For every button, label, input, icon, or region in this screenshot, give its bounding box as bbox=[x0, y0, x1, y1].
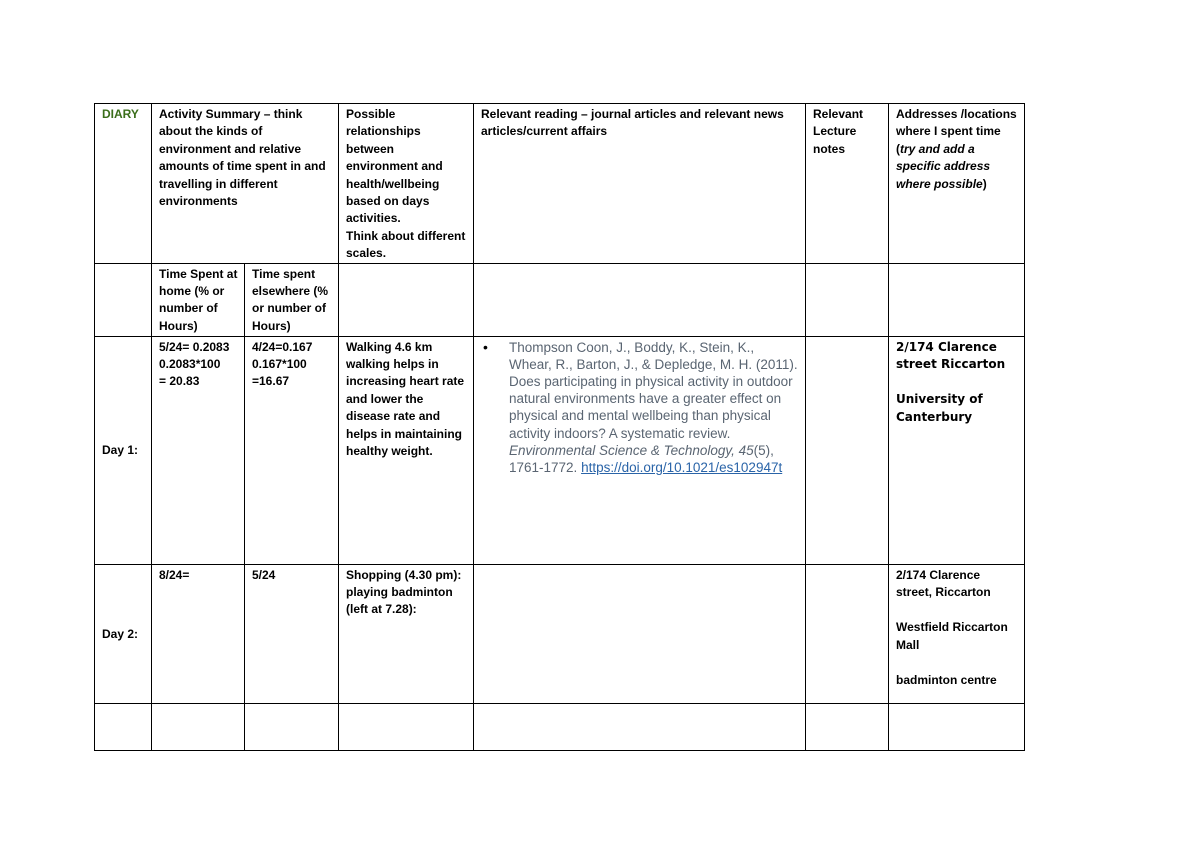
day1-home-line1: 5/24= 0.2083 bbox=[159, 339, 230, 354]
day2-elsewhere: 5/24 bbox=[245, 564, 339, 703]
day1-addresses-cell bbox=[889, 336, 1025, 564]
day2-reading-cell bbox=[474, 564, 806, 703]
relationships-header-note: Think about different scales. bbox=[346, 228, 466, 261]
subheader-empty-cell bbox=[339, 263, 474, 336]
addresses-header-italic: try and add a specific address where possible bbox=[896, 141, 991, 191]
day1-relationship: Walking 4.6 km walking helps in increasing heart rate and lower the disease rate and helps in maintaining healthy weight. bbox=[339, 336, 474, 564]
empty-cell bbox=[339, 703, 474, 750]
time-home-header: Time Spent at home (% or number of Hours) bbox=[152, 263, 245, 336]
empty-cell bbox=[95, 703, 152, 750]
subheader-empty-cell bbox=[474, 263, 806, 336]
day1-home-cell bbox=[152, 336, 245, 564]
empty-cell bbox=[152, 703, 245, 750]
empty-cell bbox=[474, 703, 806, 750]
subheader-empty-cell bbox=[95, 263, 152, 336]
day1-home-line3: = 20.83 bbox=[159, 374, 200, 389]
day1-lecture-cell bbox=[806, 336, 889, 564]
day2-relationship: Shopping (4.30 pm): playing badminton (left at 7.28): bbox=[339, 564, 474, 703]
spacer bbox=[896, 373, 1018, 391]
day2-addresses-cell bbox=[889, 564, 1025, 703]
addresses-header-open: ( bbox=[896, 141, 900, 156]
subheader-row bbox=[95, 263, 1025, 336]
lecture-header: Relevant Lecture notes bbox=[806, 104, 889, 264]
day1-reading-cell bbox=[474, 336, 806, 564]
addresses-header-close: ) bbox=[982, 176, 987, 191]
reading-header: Relevant reading – journal articles and relevant news articles/current affairs bbox=[474, 104, 806, 264]
day1-label: Day 1: bbox=[95, 336, 152, 564]
day1-elsewhere-line1: 4/24=0.167 bbox=[252, 339, 313, 354]
addresses-header-main: Addresses /locations where I spent time bbox=[896, 107, 1017, 139]
reference-authors: Thompson Coon, J., Boddy, K., Stein, K., Whear, R., Barton, J., & Depledge, M. H. (2011). Does participating in physical activity in outdoor natural environments have a greater effect on physical and mental wellbeing than physical activity indoors? A systematic review. bbox=[509, 339, 798, 441]
reference-journal: Environmental Science & Technology, 45 bbox=[509, 442, 754, 458]
time-elsewhere-header: Time spent elsewhere (% or number of Hours) bbox=[245, 263, 339, 336]
bullet-icon: • bbox=[483, 338, 488, 355]
day2-home: 8/24= bbox=[152, 564, 245, 703]
day2-row bbox=[95, 564, 1025, 703]
day2-label: Day 2: bbox=[95, 564, 152, 703]
day2-address1: 2/174 Clarence street, Riccarton bbox=[896, 567, 991, 600]
diary-header: DIARY bbox=[95, 104, 152, 264]
day2-address2: Westfield Riccarton Mall bbox=[896, 620, 1008, 652]
day2-address3: badminton centre bbox=[896, 673, 997, 688]
relationships-header-text: Possible relationships between environment and health/wellbeing based on days activities. bbox=[346, 107, 443, 226]
empty-cell bbox=[245, 703, 339, 750]
spacer bbox=[896, 654, 1018, 672]
relationships-header bbox=[339, 104, 474, 264]
empty-cell bbox=[889, 703, 1025, 750]
empty-row bbox=[95, 703, 1025, 750]
day1-address2: University of Canterbury bbox=[896, 392, 983, 424]
day1-elsewhere-line3: =16.67 bbox=[252, 374, 290, 389]
header-row bbox=[95, 104, 1025, 264]
day1-row bbox=[95, 336, 1025, 564]
day1-reference bbox=[481, 339, 799, 477]
activity-summary-header: Activity Summary – think about the kinds of environment and relative amounts of time spent in and travelling in different environments bbox=[152, 104, 339, 264]
diary-table bbox=[94, 103, 1025, 751]
day1-address1: 2/174 Clarence street Riccarton bbox=[896, 339, 1006, 372]
empty-cell bbox=[806, 703, 889, 750]
spacer bbox=[896, 601, 1018, 619]
day2-lecture-cell bbox=[806, 564, 889, 703]
addresses-header bbox=[889, 104, 1025, 264]
day1-elsewhere-cell bbox=[245, 336, 339, 564]
day1-elsewhere-line2: 0.167*100 bbox=[252, 357, 307, 372]
reference-doi-link[interactable]: https://doi.org/10.1021/es102947t bbox=[581, 460, 783, 476]
subheader-empty-cell bbox=[889, 263, 1025, 336]
reference-issue: (5), 1761-1772. bbox=[509, 442, 774, 476]
subheader-empty-cell bbox=[806, 263, 889, 336]
day1-home-line2: 0.2083*100 bbox=[159, 357, 221, 372]
